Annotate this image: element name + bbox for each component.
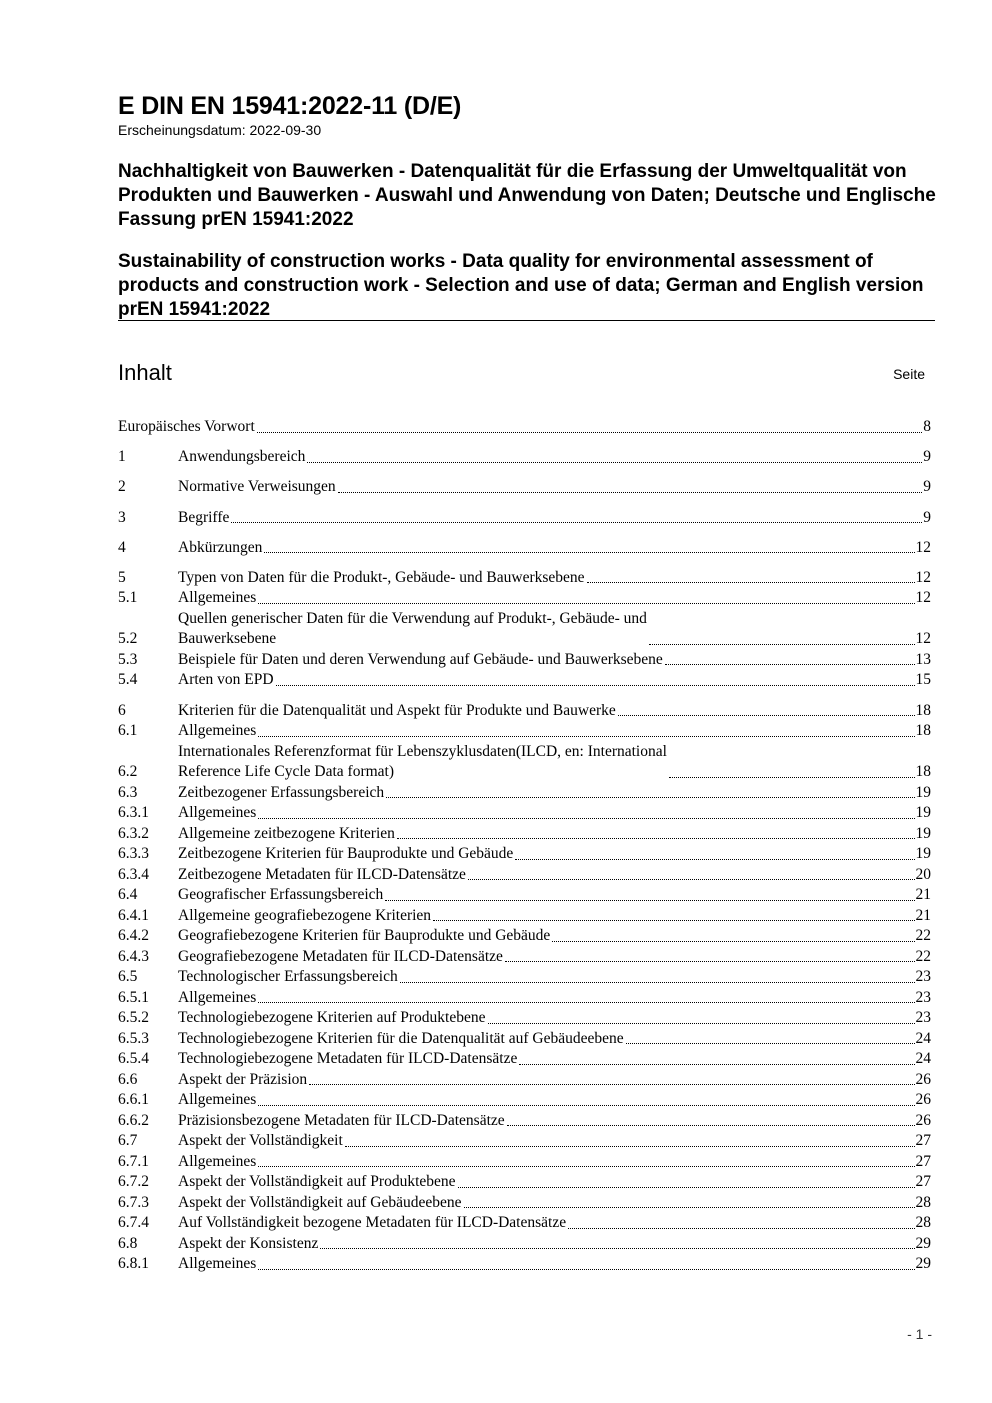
toc-entry[interactable]: [118, 803, 931, 824]
toc-entry-number: 5: [118, 568, 126, 586]
toc-entry-page: 29: [915, 1234, 931, 1252]
toc-entry-title: Typen von Daten für die Produkt-, Gebäude- und Bauwerksebene: [178, 568, 585, 586]
toc-entry-number: 6.5.3: [118, 1029, 149, 1047]
dot-leader: [264, 552, 914, 553]
dot-leader: [464, 1207, 915, 1208]
toc-entry-number: 5.1: [118, 589, 138, 607]
toc-entry-title: Geografiebezogene Metadaten für ILCD-Datensätze: [178, 947, 503, 965]
dot-leader: [276, 685, 915, 686]
dot-leader: [552, 941, 914, 942]
toc-entry[interactable]: [118, 885, 931, 906]
toc-entry-number: 6.4: [118, 886, 138, 904]
toc-entry-number: 6.5: [118, 968, 138, 986]
dot-leader: [505, 961, 915, 962]
toc-entry-page: 26: [915, 1070, 931, 1088]
toc-entry-number: 5.3: [118, 650, 138, 668]
toc-entry-page: 15: [915, 671, 931, 689]
toc-entry-title: Zeitbezogener Erfassungsbereich: [178, 783, 385, 801]
toc-entry-number: 6.7.1: [118, 1152, 149, 1170]
toc-entry-title: Beispiele für Daten und deren Verwendung auf Gebäude- und Bauwerksebene: [178, 650, 663, 668]
toc-entry[interactable]: [118, 568, 931, 589]
toc-entry-title: Allgemeines: [178, 1255, 257, 1273]
toc-entry-page: 9: [923, 448, 931, 466]
toc-entry-page: 27: [915, 1132, 931, 1150]
dot-leader: [345, 1146, 915, 1147]
dot-leader: [309, 1084, 914, 1085]
toc-entry[interactable]: [118, 967, 931, 988]
toc-entry-number: 6.6: [118, 1070, 138, 1088]
title-english: Sustainability of construction works - Data quality for environmental assessment of products and construction work - Selection and use of data; German and English version prEN 15941:2022: [118, 251, 924, 320]
dot-leader: [665, 664, 915, 665]
dot-leader: [258, 818, 914, 819]
toc-entry-title: Aspekt der Vollständigkeit: [178, 1132, 343, 1150]
toc-entry[interactable]: [118, 721, 931, 742]
toc-entry-title: Präzisionsbezogene Metadaten für ILCD-Datensätze: [178, 1111, 505, 1129]
toc-entry-page: 20: [915, 865, 931, 883]
toc-entry[interactable]: [118, 947, 931, 968]
dot-leader: [669, 777, 915, 778]
toc-entry-number: 6.6.2: [118, 1111, 149, 1129]
title-german: Nachhaltigkeit von Bauwerken - Datenqualität für die Erfassung der Umweltqualität von Produkten und Bauwerken - Auswahl und Anwendung von Daten; Deutsche und Englische Fassung prEN 15941:2022: [118, 161, 936, 230]
toc-entry-title: Allgemeines: [178, 804, 257, 822]
toc-entry-page: 12: [915, 538, 931, 556]
toc-entry[interactable]: [118, 1213, 931, 1234]
toc-entry[interactable]: [118, 477, 931, 498]
toc-entry[interactable]: [118, 1131, 931, 1152]
toc-entry-title: Allgemeine geografiebezogene Kriterien: [178, 906, 432, 924]
toc-entry-title: Technologiebezogene Kriterien auf Produktebene: [178, 1009, 486, 1027]
toc-entry-number: 5.2: [118, 630, 138, 648]
toc-entry[interactable]: [118, 742, 931, 783]
toc-entry-number: 6.5.1: [118, 988, 149, 1006]
toc-entry[interactable]: [118, 926, 931, 947]
dot-leader: [626, 1043, 915, 1044]
toc-entry-title: Aspekt der Vollständigkeit auf Produktebene: [178, 1173, 456, 1191]
standard-id: E DIN EN 15941:2022-11 (D/E): [118, 92, 462, 120]
toc-entry-page: 26: [915, 1111, 931, 1129]
toc-entry-page: 19: [915, 804, 931, 822]
toc-entry-page: 22: [915, 947, 931, 965]
toc-entry-title: Aspekt der Präzision: [178, 1070, 308, 1088]
toc-entry-title: Aspekt der Vollständigkeit auf Gebäudeebene: [178, 1193, 462, 1211]
toc-entry-title: Technologischer Erfassungsbereich: [178, 968, 398, 986]
toc-entry-title: Kriterien für die Datenqualität und Aspekt für Produkte und Bauwerke: [178, 701, 616, 719]
dot-leader: [618, 715, 915, 716]
toc-entry-page: 24: [915, 1029, 931, 1047]
toc-entry-page: 18: [915, 701, 931, 719]
toc-entry-page: 19: [915, 845, 931, 863]
toc-entry[interactable]: [118, 906, 931, 927]
toc-entry-title: Zeitbezogene Metadaten für ILCD-Datensätze: [178, 865, 466, 883]
dot-leader: [386, 797, 914, 798]
toc-entry-title: Auf Vollständigkeit bezogene Metadaten für ILCD-Datensätze: [178, 1214, 567, 1232]
dot-leader: [231, 522, 922, 523]
toc-entry-page: 12: [915, 630, 931, 648]
toc-entry[interactable]: [118, 1111, 931, 1132]
toc-entry-title: Arten von EPD: [178, 671, 274, 689]
toc-entry-number: 6.3.1: [118, 804, 149, 822]
toc-entry-number: 6.7.3: [118, 1193, 149, 1211]
toc-entry-number: 6.8.1: [118, 1255, 149, 1273]
toc-entry-title: Normative Verweisungen: [178, 478, 336, 496]
toc-entry[interactable]: [118, 417, 931, 438]
toc-entry-title: Allgemeines: [178, 1152, 257, 1170]
dot-leader: [257, 432, 922, 433]
title-divider: [118, 320, 935, 321]
dot-leader: [338, 492, 923, 493]
toc-entry-page: 26: [915, 1091, 931, 1109]
toc-entry-title: Aspekt der Konsistenz: [178, 1234, 319, 1252]
toc-entry-number: 1: [118, 448, 126, 466]
dot-leader: [258, 736, 914, 737]
dot-leader: [400, 982, 915, 983]
toc-entry-number: 6.2: [118, 763, 138, 781]
toc-entry[interactable]: [118, 670, 931, 691]
toc-entry-title: Geografiebezogene Kriterien für Bauprodukte und Gebäude: [178, 927, 551, 945]
toc-entry-title: Allgemeines: [178, 988, 257, 1006]
toc-entry-page: 18: [915, 763, 931, 781]
toc-entry[interactable]: [118, 988, 931, 1009]
toc-entry-number: 6.4.2: [118, 927, 149, 945]
toc-entry-page: 19: [915, 783, 931, 801]
toc-entry-page: 9: [923, 508, 931, 526]
toc-entry-number: 6: [118, 701, 126, 719]
toc-entry-number: 6.3.4: [118, 865, 149, 883]
toc-entry-title: Allgemeines: [178, 1091, 257, 1109]
toc-entry-page: 28: [915, 1214, 931, 1232]
toc-entry[interactable]: [118, 508, 931, 529]
toc-entry-page: 21: [915, 906, 931, 924]
toc-entry[interactable]: [118, 1029, 931, 1050]
toc-entry-number: 4: [118, 538, 126, 556]
toc-entry-page: 23: [915, 988, 931, 1006]
toc-entry-title: Allgemeines: [178, 722, 257, 740]
toc-entry-page: 12: [915, 568, 931, 586]
toc-entry[interactable]: [118, 588, 931, 609]
dot-leader: [507, 1125, 915, 1126]
toc-entry-page: 12: [915, 589, 931, 607]
toc-entry-title: Abkürzungen: [178, 538, 263, 556]
dot-leader: [397, 838, 915, 839]
dot-leader: [519, 1064, 914, 1065]
toc-entry[interactable]: [118, 844, 931, 865]
toc-entry-page: 13: [915, 650, 931, 668]
dot-leader: [587, 582, 915, 583]
toc-entry-number: 6.3: [118, 783, 138, 801]
dot-leader: [649, 644, 915, 645]
toc-entry[interactable]: [118, 1049, 931, 1070]
toc-entry-number: 6.5.4: [118, 1050, 149, 1068]
toc-entry-number: 6.3.3: [118, 845, 149, 863]
toc-entry-number: 6.4.3: [118, 947, 149, 965]
dot-leader: [488, 1023, 915, 1024]
toc-entry-page: 19: [915, 824, 931, 842]
toc-entry-page: 23: [915, 968, 931, 986]
toc-entry-title: Technologiebezogene Kriterien für die Datenqualität auf Gebäudeebene: [178, 1029, 624, 1047]
dot-leader: [515, 859, 914, 860]
toc-entry[interactable]: [118, 1254, 931, 1275]
toc-entry[interactable]: [118, 538, 931, 559]
toc-entry[interactable]: [118, 865, 931, 886]
toc-entry-number: 6.7.2: [118, 1173, 149, 1191]
toc-entry[interactable]: [118, 1152, 931, 1173]
toc-entry-page: 28: [915, 1193, 931, 1211]
dot-leader: [468, 879, 915, 880]
toc-entry-number: 6.7: [118, 1132, 138, 1150]
toc-entry-page: 24: [915, 1050, 931, 1068]
toc-entry-title: Begriffe: [178, 508, 230, 526]
toc-entry-number: 5.4: [118, 671, 138, 689]
toc-entry-page: 18: [915, 722, 931, 740]
toc-heading: Inhalt: [118, 360, 172, 385]
dot-leader: [385, 900, 914, 901]
toc-entry[interactable]: [118, 650, 931, 671]
dot-leader: [458, 1187, 915, 1188]
toc-entry-page: 29: [915, 1255, 931, 1273]
page-number: - 1 -: [907, 1326, 932, 1342]
toc-entry-title: Anwendungsbereich: [178, 448, 306, 466]
toc-entry-number: 3: [118, 508, 126, 526]
toc-entry-number: 2: [118, 478, 126, 496]
dot-leader: [320, 1248, 914, 1249]
toc-entry-number: 6.8: [118, 1234, 138, 1252]
dot-leader: [307, 462, 922, 463]
dot-leader: [258, 603, 914, 604]
publication-date: Erscheinungsdatum: 2022-09-30: [118, 122, 322, 138]
dot-leader: [568, 1228, 914, 1229]
dot-leader: [258, 1002, 914, 1003]
toc-entry[interactable]: [118, 1008, 931, 1029]
toc-entry-number: 6.7.4: [118, 1214, 149, 1232]
dot-leader: [258, 1105, 914, 1106]
toc-entry-number: 6.6.1: [118, 1091, 149, 1109]
toc-entry-page: 23: [915, 1009, 931, 1027]
toc-entry[interactable]: [118, 447, 931, 468]
toc-entry[interactable]: [118, 1070, 931, 1091]
toc-entry-number: 6.4.1: [118, 906, 149, 924]
toc-entry-number: 6.3.2: [118, 824, 149, 842]
toc-entry[interactable]: [118, 1193, 931, 1214]
dot-leader: [433, 920, 914, 921]
toc-entry-page: 22: [915, 927, 931, 945]
toc-entry-title: Zeitbezogene Kriterien für Bauprodukte und Gebäude: [178, 845, 514, 863]
toc-entry[interactable]: [118, 701, 931, 722]
toc-entry[interactable]: [118, 1172, 931, 1193]
toc-entry[interactable]: [118, 609, 931, 650]
toc-page-column-label: Seite: [893, 366, 925, 382]
toc-entry-title: Europäisches Vorwort: [118, 418, 255, 435]
toc-entry[interactable]: [118, 783, 931, 804]
toc-entry-title: Internationales Referenzformat für Lebenszyklusdaten(ILCD, en: International Reference Life Cycle Data format): [178, 742, 667, 781]
toc-entry-page: 21: [915, 886, 931, 904]
toc-entry-number: 6.5.2: [118, 1009, 149, 1027]
toc-entry-title: Geografischer Erfassungsbereich: [178, 886, 384, 904]
table-of-contents: [118, 417, 931, 1275]
dot-leader: [258, 1166, 914, 1167]
dot-leader: [258, 1269, 914, 1270]
toc-entry-page: 27: [915, 1152, 931, 1170]
toc-entry-title: Technologiebezogene Metadaten für ILCD-Datensätze: [178, 1050, 518, 1068]
toc-entry-title: Allgemeines: [178, 589, 257, 607]
toc-entry-number: 6.1: [118, 722, 138, 740]
toc-entry-page: 9: [923, 478, 931, 496]
toc-entry-page: 8: [923, 418, 931, 435]
toc-entry[interactable]: [118, 824, 931, 845]
toc-entry-page: 27: [915, 1173, 931, 1191]
toc-entry-title: Allgemeine zeitbezogene Kriterien: [178, 824, 395, 842]
toc-entry[interactable]: [118, 1234, 931, 1255]
toc-entry-title: Quellen generischer Daten für die Verwendung auf Produkt-, Gebäude- und Bauwerksebene: [178, 609, 647, 648]
toc-entry[interactable]: [118, 1090, 931, 1111]
